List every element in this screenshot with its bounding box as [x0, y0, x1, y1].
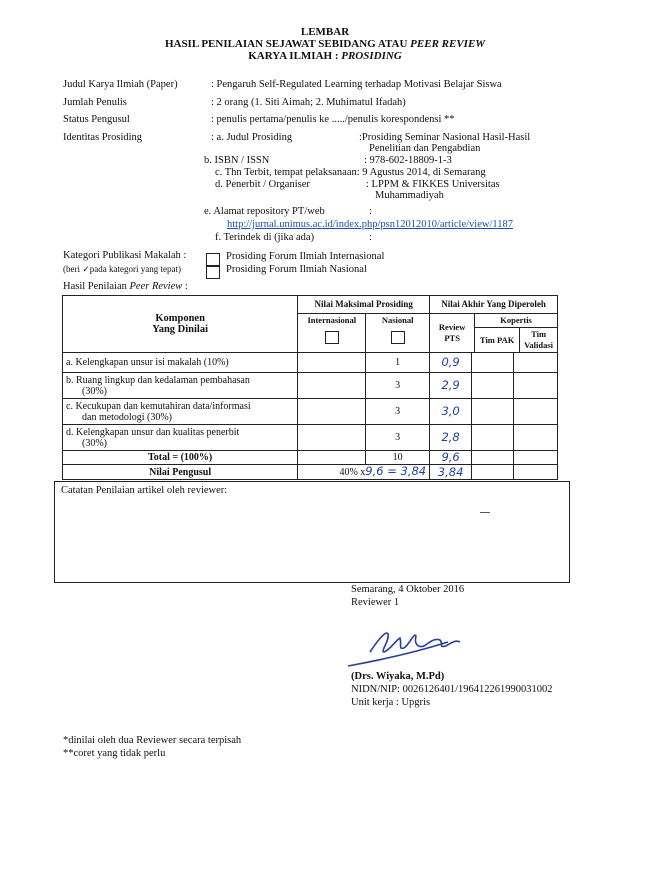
header-lembar: LEMBAR: [300, 26, 350, 38]
total-validasi: [514, 451, 558, 465]
pengusul-validasi: [514, 465, 558, 480]
total-label: Total = (100%): [63, 451, 298, 465]
catatan-label: Catatan Penilaian artikel oleh reviewer:: [61, 485, 228, 496]
row-d-nasional: 3: [366, 425, 430, 451]
row-c-nasional: 3: [366, 399, 430, 425]
row-a-pak: [472, 353, 514, 373]
row-a-label: a. Kelengkapan unsur isi makalah (10%): [63, 353, 298, 373]
row-a-validasi: [514, 353, 558, 373]
option-internasional: Prosiding Forum Ilmiah Internasional: [226, 251, 385, 262]
status-value: : penulis pertama/penulis ke ...../penulis korespondensi **: [211, 114, 455, 125]
terindek-colon: :: [369, 232, 372, 243]
row-b-score: 2,9: [430, 373, 472, 399]
row-c-pak: [472, 399, 514, 425]
footnote-1: *dinilai oleh dua Reviewer secara terpisah: [63, 735, 242, 746]
kopertis-header: Kopertis: [475, 314, 557, 328]
judul-label: Judul Karya Ilmiah (Paper): [63, 79, 178, 90]
peer-review-table: [62, 295, 558, 480]
footnote-2: **coret yang tidak perlu: [63, 748, 166, 759]
nasional-checkbox[interactable]: [369, 331, 426, 344]
reviewer-nidn: NIDN/NIP: 0026126401/196412261990031002: [351, 684, 553, 695]
row-b-intl: [298, 373, 366, 399]
nilai-akhir-header: Nilai Akhir Yang Diperoleh: [430, 296, 558, 314]
row-a-nasional: 1: [366, 353, 430, 373]
header-subtitle: KARYA ILMIAH : PROSIDING: [248, 50, 402, 62]
pengusul-pak: [472, 465, 514, 480]
row-d-score: 2,8: [430, 425, 472, 451]
row-c-intl: [298, 399, 366, 425]
terindek-label: f. Terindek di (jika ada): [215, 232, 315, 243]
judul-value: : Pengaruh Self-Regulated Learning terhadap Motivasi Belajar Siswa: [211, 79, 502, 90]
nasional-label: Nasional: [381, 315, 414, 325]
row-b-pak: [472, 373, 514, 399]
tim-validasi-header: [520, 328, 557, 353]
checkbox-nasional[interactable]: [206, 263, 220, 281]
internasional-checkbox[interactable]: [301, 331, 362, 344]
review-pts-1: Review: [438, 322, 466, 332]
hasil-suffix: :: [182, 281, 188, 292]
row-c-label: [63, 399, 298, 425]
total-nasional: 10: [366, 451, 430, 465]
komponen-header: [63, 296, 298, 353]
judul-prosiding-value: :Prosiding Seminar Nasional Hasil-Hasil: [359, 132, 531, 143]
row-d-pak: [472, 425, 514, 451]
hasil-prefix: Hasil Penilaian: [63, 281, 130, 292]
option-nasional: Prosiding Forum Ilmiah Nasional: [226, 264, 367, 275]
nilai-maks-header: Nilai Maksimal Prosiding: [298, 296, 430, 314]
reviewer-unit: Unit kerja : Upgris: [351, 697, 431, 708]
table-row: [63, 373, 558, 399]
row-a-score: 0,9: [430, 353, 472, 373]
status-label: Status Pengusul: [63, 114, 130, 125]
row-d-intl: [298, 425, 366, 451]
catatan-box[interactable]: [54, 481, 570, 583]
komponen-h1: Komponen: [155, 313, 205, 324]
total-pak: [472, 451, 514, 465]
header-title-text: HASIL PENILAIAN SEJAWAT SEBIDANG ATAU PEER REVIEW: [164, 38, 486, 50]
pengusul-row: [63, 465, 558, 480]
row-c-validasi: [514, 399, 558, 425]
internasional-label: Internasional: [307, 315, 357, 325]
isbn-value: : 978-602-18809-1-3: [364, 155, 452, 166]
total-score: 9,6: [430, 451, 472, 465]
review-pts-2: PTS: [444, 333, 460, 343]
row-b-l1: b. Ruang lingkup dan kedalaman pembahasan: [66, 374, 250, 386]
tim-validasi-1: Tim: [531, 329, 547, 339]
row-d-l2: (30%): [82, 437, 107, 449]
table-row: [63, 353, 558, 373]
table-row: [63, 399, 558, 425]
reviewer-role: Reviewer 1: [351, 597, 400, 608]
repository-label: e. Alamat repository PT/web: [204, 206, 325, 217]
row-b-nasional: 3: [366, 373, 430, 399]
tim-pak-header: Tim PAK: [475, 328, 520, 353]
row-d-label: [63, 425, 298, 451]
row-b-l2: (30%): [82, 385, 107, 397]
signature-image: [340, 618, 470, 673]
isbn-label: b. ISBN / ISSN: [204, 155, 270, 166]
pengusul-score: 3,84: [430, 465, 472, 480]
nasional-header: [366, 314, 430, 353]
pengusul-label: Nilai Pengusul: [63, 465, 298, 480]
review-pts-header: [430, 314, 475, 352]
repository-link[interactable]: http://jurnal.unimus.ac.id/index.php/psn12012010/article/view/1187: [227, 219, 513, 230]
kategori-label: Kategori Publikasi Makalah :: [63, 250, 187, 261]
row-a-intl: [298, 353, 366, 373]
row-d-validasi: [514, 425, 558, 451]
pengusul-formula: [298, 465, 430, 480]
total-intl: [298, 451, 366, 465]
kategori-sublabel: (beri ✓pada kategori yang tepat): [63, 264, 181, 274]
tim-validasi-2: Validasi: [524, 340, 554, 350]
row-d-l1: d. Kelengkapan unsur dan kualitas penerbit: [66, 426, 240, 438]
row-c-score: 3,0: [430, 399, 472, 425]
judul-prosiding-label: : a. Judul Prosiding: [211, 132, 293, 143]
repository-colon: :: [369, 206, 372, 217]
penerbit-value: : LPPM & FIKKES Universitas: [366, 179, 500, 190]
internasional-header: [298, 314, 366, 353]
hasil-italic: Peer Review: [129, 281, 183, 292]
penerbit-label: d. Penerbit / Organiser: [215, 179, 310, 190]
akhir-subheader: [430, 314, 558, 353]
row-c-l2: dan metodologi (30%): [82, 411, 172, 423]
penerbit-value-2: Muhammadiyah: [375, 190, 444, 201]
stray-mark: [480, 512, 490, 513]
terbit-line: c. Thn Terbit, tempat pelaksanaan: 9 Agustus 2014, di Semarang: [215, 167, 486, 178]
jumlah-label: Jumlah Penulis: [63, 97, 127, 108]
total-row: [63, 451, 558, 465]
row-c-l1: c. Kecukupan dan kemutahiran data/informasi: [66, 400, 251, 412]
header-title: [0, 38, 650, 50]
jumlah-value: : 2 orang (1. Siti Aimah; 2. Muhimatul Ifadah): [211, 97, 406, 108]
row-b-validasi: [514, 373, 558, 399]
pengusul-formula-print: 40% x: [339, 467, 366, 478]
place-date: Semarang, 4 Oktober 2016: [351, 584, 465, 595]
reviewer-name: (Drs. Wiyaka, M.Pd): [351, 671, 445, 682]
komponen-h2: Yang Dinilai: [152, 324, 209, 335]
pengusul-formula-hand: 9,6 = 3,84: [365, 464, 427, 478]
row-b-label: [63, 373, 298, 399]
identitas-label: Identitas Prosiding: [63, 132, 143, 143]
hasil-penilaian-label: [63, 281, 188, 293]
table-row: [63, 425, 558, 451]
judul-prosiding-value-2: Penelitian dan Pengabdian: [369, 143, 481, 154]
